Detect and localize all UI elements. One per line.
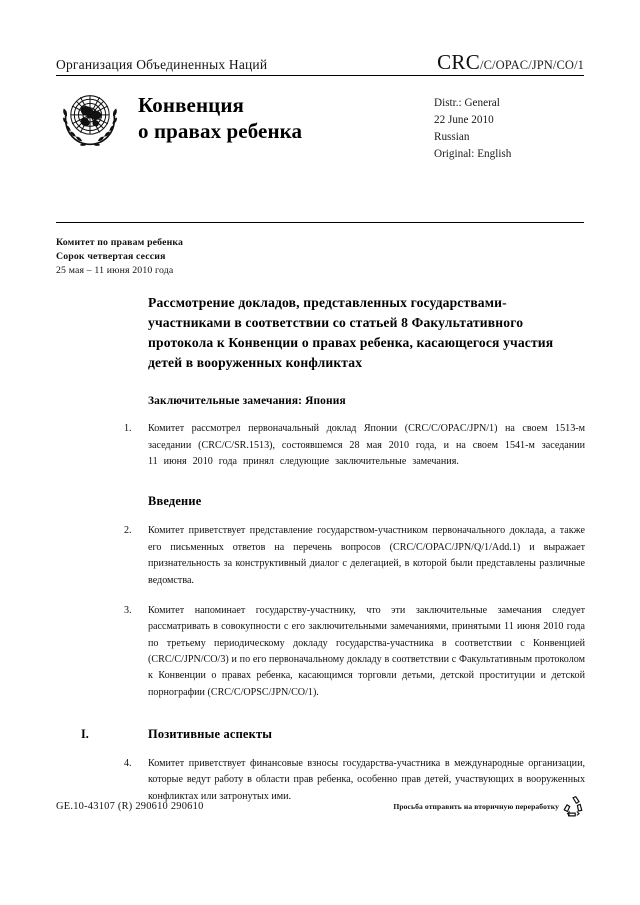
section-positive-aspects [81,726,585,805]
committee-name: Комитет по правам ребенка [56,237,184,248]
masthead-divider [56,75,584,76]
committee-session: Сорок четвертая сессия [56,250,166,262]
paragraph-3-number: 3. [124,604,132,616]
page-footer [56,795,584,817]
section-numeral: I. [81,726,89,741]
recycle-notice [393,795,584,817]
document-masthead [56,52,584,163]
convention-title-line1: Конвенция [138,93,245,117]
document-content [81,293,585,805]
paragraph-1-text: Комитет рассмотрел первоначальный доклад Японии (CRC/C/OPAC/JPN/1) на своем 1513-м заседании (CRC/C/SR.1513), состоявшемся 28 мая 2010 года, и на своем 1541-м заседании 11 июня 2010 года принял следующие заключительные замечания. [148,423,585,468]
paragraph-1-number: 1. [124,423,132,435]
section-divider [56,222,584,223]
section-heading-positive-aspects: Позитивные аспекты [148,726,273,741]
convention-title-line2: о правах ребенка [138,119,303,144]
document-symbol [437,52,584,73]
committee-block [56,236,584,278]
job-number: GE.10-43107 (R) 290610 290610 [56,800,204,812]
document-symbol-main: CRC [437,50,481,74]
distribution-date: 22 June 2010 [434,114,494,127]
masthead-body-row [56,88,584,163]
document-symbol-sub: /C/OPAC/JPN/CO/1 [480,58,584,72]
distribution-language: Russian [434,131,470,144]
organization-name: Организация Объединенных Наций [56,57,268,72]
paragraph-2-text: Комитет приветствует представление государством-участником первоначального доклада, а также его письменных ответов на перечень вопросов (CRC/C/OPAC/JPN/Q/1/Add.1) и выражает признательность за конструктивный диалог с делегацией, в которой были представлены различные ведомства. [148,525,585,586]
committee-dates: 25 мая – 11 июня 2010 года [56,264,174,276]
distribution-block [434,88,584,163]
paragraph-3 [124,603,585,701]
distribution-original: Original: English [434,148,512,161]
distribution-type: Distr.: General [434,97,500,109]
page-title: Рассмотрение докладов, представленных государствами-участниками в соответствии со статьей 8 Факультативного протокола к Конвенции о правах ребенка, касающегося участия детей в вооруженных конфликтах [148,295,554,371]
introduction-heading: Введение [148,494,202,509]
un-emblem-icon [58,88,122,152]
paragraph-2 [124,523,585,588]
paragraph-2-number: 2. [124,525,132,537]
masthead-top-row [56,52,584,75]
paragraph-1 [124,421,585,470]
recycle-icon [562,795,584,817]
paragraph-4-number: 4. [124,757,132,769]
concluding-observations-heading: Заключительные замечания: Япония [148,395,346,408]
paragraph-3-text: Комитет напоминает государству-участнику, что эти заключительные замечания следует рассматривать в совокупности с его заключительными замечаниями, принятыми 11 июня 2010 года по третьему периодическому докладу государства-участника в соответствии с Конвенцией (CRC/C/JPN/CO/3) и по его первоначальному докладу в соответствии с Факультативным протоколом к Конвенции о правах ребенка, касающимся торговли детьми, детской проституции и детской порнографии (CRC/C/OPSC/JPN/CO/1). [148,604,585,698]
convention-title [138,88,434,145]
paragraph-4-text: Комитет приветствует финансовые взносы государства-участника в международные организации, которые ведут работу в области прав ребенка, особенно прав детей, участвующих в вооруженных конфликтах или затронутых ими. [148,757,585,802]
recycle-label: Просьба отправить на вторичную переработку [393,801,559,811]
